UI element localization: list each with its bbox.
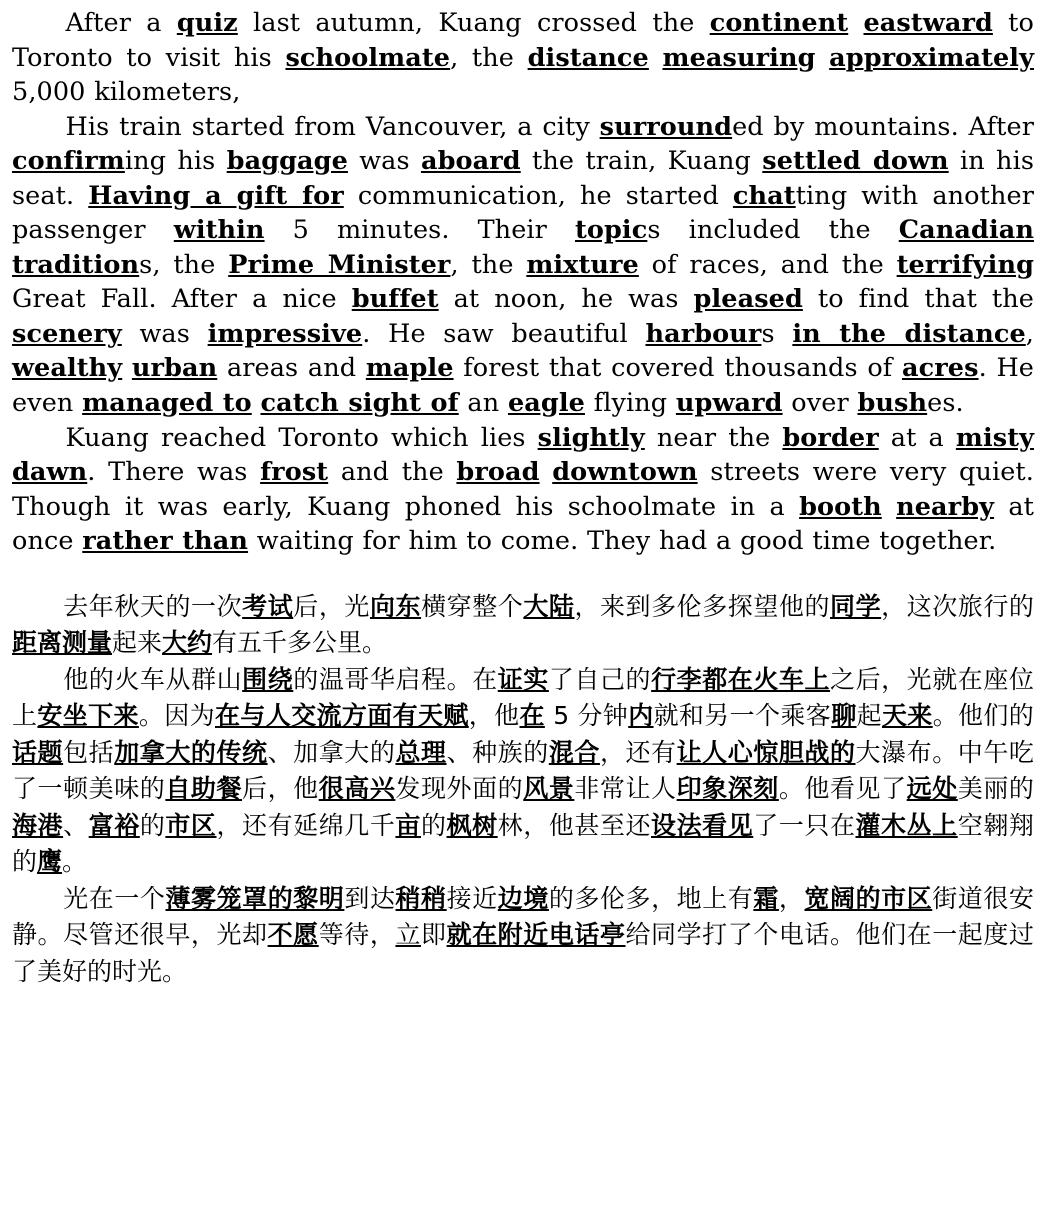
emphasized-term: 总理	[395, 737, 447, 767]
emphasized-term: settled down	[762, 146, 949, 177]
text-run: 。因为	[138, 701, 215, 731]
paragraph	[12, 6, 1034, 110]
emphasized-term: 围绕	[242, 664, 294, 694]
text-run: 后，光	[293, 591, 370, 621]
text-run: 、种族的	[446, 737, 549, 767]
text-run: , the	[450, 249, 527, 280]
emphasized-term: 距离测量	[12, 628, 113, 658]
emphasized-term: 话题	[12, 737, 64, 767]
text-run: 的	[139, 810, 166, 840]
text-run: flying	[584, 388, 676, 419]
emphasized-term: quiz	[176, 8, 238, 38]
emphasized-term: 霜	[753, 883, 779, 913]
emphasized-term: 风景	[523, 774, 575, 804]
emphasized-term: aboard	[420, 146, 521, 177]
emphasized-term: 安坐下来	[37, 701, 139, 731]
paragraph	[12, 421, 1034, 559]
text-run	[649, 43, 663, 73]
emphasized-term: 证实	[497, 664, 549, 694]
emphasized-term: terrifying	[896, 249, 1035, 280]
emphasized-term: tradition	[12, 249, 140, 280]
text-run: to find that the	[802, 284, 1034, 315]
emphasized-term: 内	[628, 701, 654, 731]
text-run: s, the	[139, 249, 229, 280]
paragraph	[12, 110, 1034, 421]
text-run: 接近	[446, 883, 498, 913]
emphasized-term: 行李都	[651, 664, 728, 694]
emphasized-term: 让人心惊胆战的	[676, 737, 856, 767]
text-run: 后，他	[242, 774, 319, 804]
emphasized-term: border	[782, 422, 879, 453]
text-run: 光在一个	[63, 883, 166, 913]
emphasized-term: 灌木丛上	[855, 810, 958, 840]
emphasized-term: within	[173, 215, 265, 246]
text-run: at a	[878, 422, 956, 453]
text-run: 的	[420, 810, 447, 840]
emphasized-term: 大约	[162, 628, 213, 658]
emphasized-term: 边境	[497, 883, 549, 913]
underlined-term: 立	[395, 920, 421, 950]
text-run: s	[761, 318, 793, 349]
emphasized-term: bush	[857, 388, 928, 419]
emphasized-term: 天来	[881, 701, 933, 731]
text-run: over	[782, 388, 858, 419]
text-run: ，这次旅行的	[881, 591, 1034, 621]
emphasized-term: downtown	[552, 457, 698, 488]
text-run: ，他	[468, 701, 520, 731]
emphasized-term: 自助餐	[165, 774, 243, 804]
text-run	[848, 8, 863, 38]
emphasized-term: 不愿	[267, 920, 319, 950]
text-run: , the	[450, 42, 528, 73]
text-run: 。	[62, 847, 88, 877]
text-run: ，	[778, 883, 805, 913]
emphasized-term: urban	[131, 353, 218, 384]
text-run: at once	[12, 491, 1034, 557]
text-run: last autumn, Kuang crossed the	[237, 8, 710, 38]
emphasized-term: booth	[799, 491, 882, 522]
emphasized-term: catch sight of	[260, 388, 459, 419]
text-run: near the	[644, 422, 783, 453]
emphasized-term: broad	[456, 457, 540, 488]
text-run: ，还有	[599, 737, 677, 767]
emphasized-term: 同学	[830, 591, 882, 621]
emphasized-term: 火车上	[753, 664, 831, 694]
text-run: ed by mountains. After	[732, 111, 1034, 142]
text-run: 包括	[63, 737, 115, 767]
text-run: 起	[856, 701, 882, 731]
text-run: 大瀑布。中午吃了一顿美味的	[12, 737, 1034, 804]
text-run: 林，他甚至还	[497, 810, 652, 840]
text-run: 5,000 kilometers,	[12, 77, 241, 108]
text-run	[540, 457, 553, 487]
text-run: in his seat.	[12, 146, 1035, 211]
text-run: 去年秋天的一次	[63, 591, 243, 621]
text-run: 5 minutes. Their	[264, 215, 575, 246]
emphasized-term: distance	[527, 42, 649, 73]
text-run: 给同学打了个电话。他们在一起度过了美好的时光。	[12, 920, 1034, 986]
text-run: His train started from Vancouver, a city	[65, 111, 600, 142]
emphasized-term: 在	[519, 701, 545, 731]
emphasized-term: 电话亭	[548, 920, 626, 950]
text-run: 他的火车从群山	[63, 664, 243, 694]
emphasized-term: 大陆	[523, 591, 575, 621]
emphasized-term: 亩	[395, 810, 421, 840]
emphasized-term: 方面有天赋	[341, 701, 469, 731]
text-run: 、加拿大的	[267, 737, 396, 767]
text-run: 5 分钟	[544, 701, 629, 731]
text-run: was	[121, 318, 208, 349]
emphasized-term: 宽阔的市区	[804, 883, 933, 913]
text-run: . He even	[12, 353, 1034, 419]
emphasized-term: impressive	[207, 318, 363, 349]
text-run: After a	[65, 8, 177, 38]
text-run: 发现外面的	[395, 774, 524, 804]
emphasized-term: eastward	[863, 8, 993, 38]
emphasized-term: 设法看见	[651, 810, 754, 840]
text-run: 就和另一个乘客	[653, 701, 832, 731]
text-run: 的温哥华启程。在	[293, 664, 498, 694]
emphasized-term: 加拿大的传统	[114, 737, 268, 767]
emphasized-term: 鹰	[37, 847, 63, 877]
emphasized-term: Prime Minister	[228, 249, 451, 280]
paragraph	[12, 589, 1034, 662]
text-run: 空翱翔的	[12, 810, 1034, 877]
text-run: ing his	[124, 146, 227, 177]
emphasized-term: rather than	[82, 526, 249, 557]
emphasized-term: chat	[732, 180, 796, 211]
emphasized-term: harbour	[645, 318, 762, 349]
emphasized-term: 薄雾笼罩的黎明	[165, 883, 345, 913]
text-run: ,	[1025, 318, 1034, 349]
text-run	[122, 353, 132, 383]
emphasized-term: wealthy	[12, 353, 123, 384]
emphasized-term: baggage	[226, 146, 348, 177]
emphasized-term: topic	[575, 215, 648, 246]
emphasized-term: 印象深刻	[676, 774, 779, 804]
text-run: 到达	[344, 883, 396, 913]
emphasized-term: approximately	[829, 42, 1034, 73]
text-run: Great Fall. After a nice	[12, 284, 352, 315]
emphasized-term: 在	[727, 664, 754, 694]
emphasized-term: frost	[260, 457, 329, 488]
emphasized-term: surround	[599, 111, 733, 142]
emphasized-term: schoolmate	[285, 42, 451, 73]
text-run: 了自己的	[548, 664, 652, 694]
text-run: was	[347, 146, 421, 177]
emphasized-term: 在与人交流	[215, 701, 342, 731]
emphasized-term: nearby	[896, 491, 995, 522]
text-run: 的多伦多，地上有	[548, 883, 754, 913]
emphasized-term: acres	[902, 353, 979, 384]
text-run: 即	[421, 920, 447, 950]
emphasized-term: confirm	[12, 146, 125, 177]
text-run: to Toronto to visit his	[12, 8, 1034, 73]
text-run: Kuang reached Toronto which lies	[65, 422, 538, 453]
emphasized-term: buffet	[351, 284, 439, 315]
text-run: 美丽的	[957, 774, 1034, 804]
text-run: communication, he started	[343, 180, 733, 211]
emphasized-term: 混合	[548, 737, 600, 767]
text-run: areas and	[217, 353, 366, 384]
emphasized-term: 稍稍	[395, 883, 447, 913]
chinese-translation	[12, 589, 1034, 991]
emphasized-term: continent	[709, 8, 849, 38]
emphasized-term: 市区	[165, 810, 217, 840]
text-run: 横穿整个	[421, 591, 524, 621]
emphasized-term: 枫树	[446, 810, 498, 840]
text-run: es.	[927, 388, 964, 419]
text-run: s included the	[647, 215, 899, 246]
emphasized-term: 向东	[369, 591, 422, 621]
text-run	[816, 43, 830, 73]
text-run: streets were very quiet. Though it was early, Kuang phoned his schoolmate in a	[12, 457, 1034, 522]
emphasized-term: 聊	[831, 701, 857, 731]
emphasized-term: eagle	[507, 388, 585, 419]
emphasized-term: upward	[675, 388, 783, 419]
text-run: 非常让人	[574, 774, 677, 804]
english-passage	[12, 6, 1034, 559]
emphasized-term: in the distance	[792, 318, 1026, 349]
emphasized-term: managed to	[82, 388, 252, 419]
text-run: an	[458, 388, 508, 419]
text-run: of races, and the	[638, 249, 897, 280]
emphasized-term: 海港	[12, 810, 64, 840]
text-run: 街道很安静。尽管还很早，光却	[12, 883, 1034, 950]
text-run: 。他们的	[932, 701, 1034, 731]
emphasized-term: Canadian	[898, 215, 1034, 246]
text-run: waiting for him to come. They had a good time together.	[248, 526, 997, 557]
emphasized-term: scenery	[12, 318, 122, 349]
emphasized-term: Having a gift for	[88, 180, 344, 211]
paragraph	[12, 662, 1034, 881]
text-run: ting with another passenger	[12, 180, 1034, 246]
emphasized-term: mixture	[526, 249, 639, 280]
text-run: 、	[63, 810, 89, 840]
emphasized-term: maple	[365, 353, 454, 384]
text-run: 有五千多公里。	[212, 628, 388, 658]
emphasized-term: pleased	[693, 284, 803, 315]
text-run	[882, 492, 896, 522]
emphasized-term: 考试	[242, 591, 294, 621]
text-run: . He saw beautiful	[362, 318, 646, 349]
emphasized-term: 富裕	[88, 810, 140, 840]
emphasized-term: 很高兴	[318, 774, 396, 804]
text-run: ，还有延绵几千	[216, 810, 396, 840]
text-run: 了一只在	[753, 810, 856, 840]
emphasized-term: measuring	[662, 42, 816, 73]
text-run: 起来	[112, 628, 163, 658]
emphasized-term: 就在附近	[446, 920, 549, 950]
text-run: 。他看见了	[778, 774, 907, 804]
text-run: 等待，	[318, 920, 396, 950]
emphasized-term: 远处	[906, 774, 958, 804]
text-run: at noon, he was	[438, 284, 694, 315]
text-run: forest that covered thousands of	[453, 353, 902, 384]
text-run: ，来到多伦多探望他的	[574, 591, 831, 621]
emphasized-term: slightly	[537, 422, 645, 453]
text-run: . There was	[87, 457, 261, 488]
text-run: the train, Kuang	[520, 146, 763, 177]
paragraph	[12, 881, 1034, 991]
text-run: and the	[328, 457, 457, 488]
text-run: 之后，光就在座位上	[12, 664, 1034, 731]
emphasized-term: misty dawn	[12, 422, 1034, 488]
